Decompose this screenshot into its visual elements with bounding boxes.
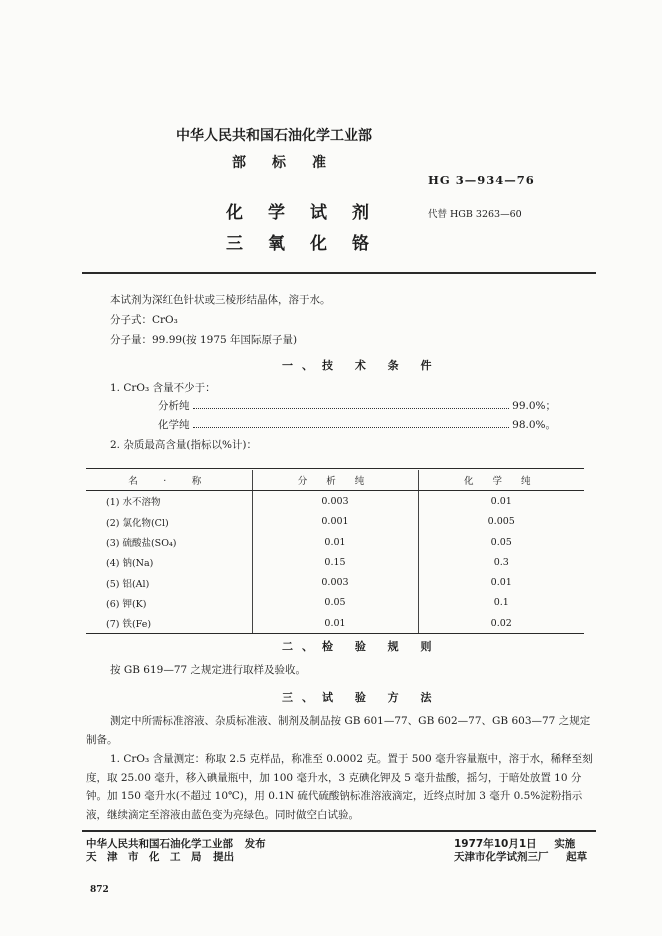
cp-value: 0.01 <box>490 577 512 589</box>
grade-row-cp <box>158 417 556 432</box>
ar-value: 0.15 <box>252 552 418 572</box>
issuer-name: 中华人民共和国石油化学工业部 <box>86 838 233 850</box>
cp-value: 0.005 <box>487 516 515 528</box>
grade-value: 98.0%。 <box>512 419 556 431</box>
impurity-item: 2. 杂质最高含量(指标以%计)： <box>110 439 258 451</box>
impurity-table <box>86 470 584 634</box>
ar-value: 0.003 <box>252 572 418 592</box>
standard-type: 部 标 准 <box>232 155 332 171</box>
product-title: 三 氧 化 铬 <box>226 234 373 254</box>
category-title: 化 学 试 剂 <box>226 203 373 223</box>
table-row <box>86 613 584 634</box>
header-name: 名 · 称 <box>86 470 252 491</box>
sampling-rule: 按 GB 619—77 之规定进行取样及验收。 <box>110 664 307 676</box>
cp-value: 0.05 <box>490 536 512 548</box>
grade-row-ar <box>158 398 556 413</box>
proposer <box>86 849 234 864</box>
ministry-title: 中华人民共和国石油化学工业部 <box>176 128 372 144</box>
cp-value: 0.1 <box>493 597 509 609</box>
preparation-paragraph: 测定中所需标准溶液、杂质标准液、制剂及制品按 GB 601—77、GB 602—77、GB 603—77 之规定制备。 <box>86 715 591 746</box>
table-top-rule <box>86 468 584 469</box>
footer-rule <box>82 830 596 832</box>
grade-name: 分析纯 <box>158 400 190 412</box>
molecular-weight: 分子量：99.99(按 1975 年国际原子量) <box>110 334 298 346</box>
table-row <box>86 491 584 512</box>
content-item: 1. CrO₃ 含量不少于： <box>110 382 216 394</box>
draft-label: 起草 <box>566 851 588 863</box>
header-ar: 分 析 纯 <box>252 470 418 491</box>
leader-dots <box>193 408 510 409</box>
molecular-formula: 分子式：CrO₃ <box>110 314 178 326</box>
date-label: 实施 <box>554 838 576 850</box>
cp-value: 0.01 <box>490 495 512 507</box>
propose-label: 提出 <box>213 851 235 863</box>
ar-value: 0.001 <box>252 512 418 532</box>
ar-value: 0.01 <box>252 532 418 552</box>
header-rule <box>82 272 596 274</box>
header-cp: 化 学 纯 <box>418 470 584 491</box>
drafter <box>454 849 587 864</box>
grade-value: 99.0%； <box>512 400 556 412</box>
section3-title: 三、试 验 方 法 <box>282 691 441 704</box>
leader-dots <box>193 427 510 428</box>
impurity-name: (1) 水不溶物 <box>86 491 252 512</box>
impurity-name: (4) 钠(Na) <box>86 552 252 572</box>
section2-title: 二、检 验 规 则 <box>282 640 441 653</box>
issue-label: 发布 <box>244 838 266 850</box>
table-header-row <box>86 470 584 491</box>
table-row <box>86 512 584 532</box>
table-row <box>86 532 584 552</box>
table-row <box>86 552 584 572</box>
impurity-name: (5) 铝(Al) <box>86 572 252 592</box>
grade-name: 化学纯 <box>158 419 190 431</box>
ar-value: 0.003 <box>252 491 418 512</box>
ar-value: 0.05 <box>252 593 418 613</box>
impurity-name: (6) 钾(K) <box>86 593 252 613</box>
proposer-name: 天 津 市 化 工 局 <box>86 851 202 863</box>
drafter-name: 天津市化学试剂三厂 <box>454 851 549 863</box>
ar-value: 0.01 <box>252 613 418 634</box>
date-value: 1977年10月1日 <box>454 838 537 850</box>
impurity-name: (2) 氯化物(Cl) <box>86 512 252 532</box>
cp-value: 0.02 <box>418 613 584 634</box>
cp-value: 0.3 <box>493 556 509 568</box>
impurity-name: (3) 硫酸盐(SO₄) <box>86 532 252 552</box>
assay-paragraph: 1. CrO₃ 含量测定：称取 2.5 克样品，称准至 0.0002 克。置于 500 毫升容量瓶中，溶于水，稀释至刻度，取 25.00 毫升，移入碘量瓶中，加 100 毫升水，3 克碘化钾及 5 毫升盐酸，摇匀，于暗处放置 10 分钟。加 150 毫升水(不超过 10℃)，用 0.1N 硫代硫酸钠标准溶液滴定，近终点时加 3 毫升 0.5%淀粉指示液，继续滴定至溶液由蓝色变为亮绿色。同时做空白试验。 <box>86 753 593 821</box>
section1-title: 一、技 术 条 件 <box>282 359 441 372</box>
replaces-note: 代替 HGB 3263—60 <box>428 209 522 220</box>
standard-code: HG 3—934—76 <box>428 173 535 187</box>
description: 本试剂为深红色针状或三棱形结晶体，溶于水。 <box>110 294 331 306</box>
table-row <box>86 593 584 613</box>
table-row <box>86 572 584 592</box>
page-number: 872 <box>90 885 109 895</box>
impurity-name: (7) 铁(Fe) <box>86 613 252 634</box>
